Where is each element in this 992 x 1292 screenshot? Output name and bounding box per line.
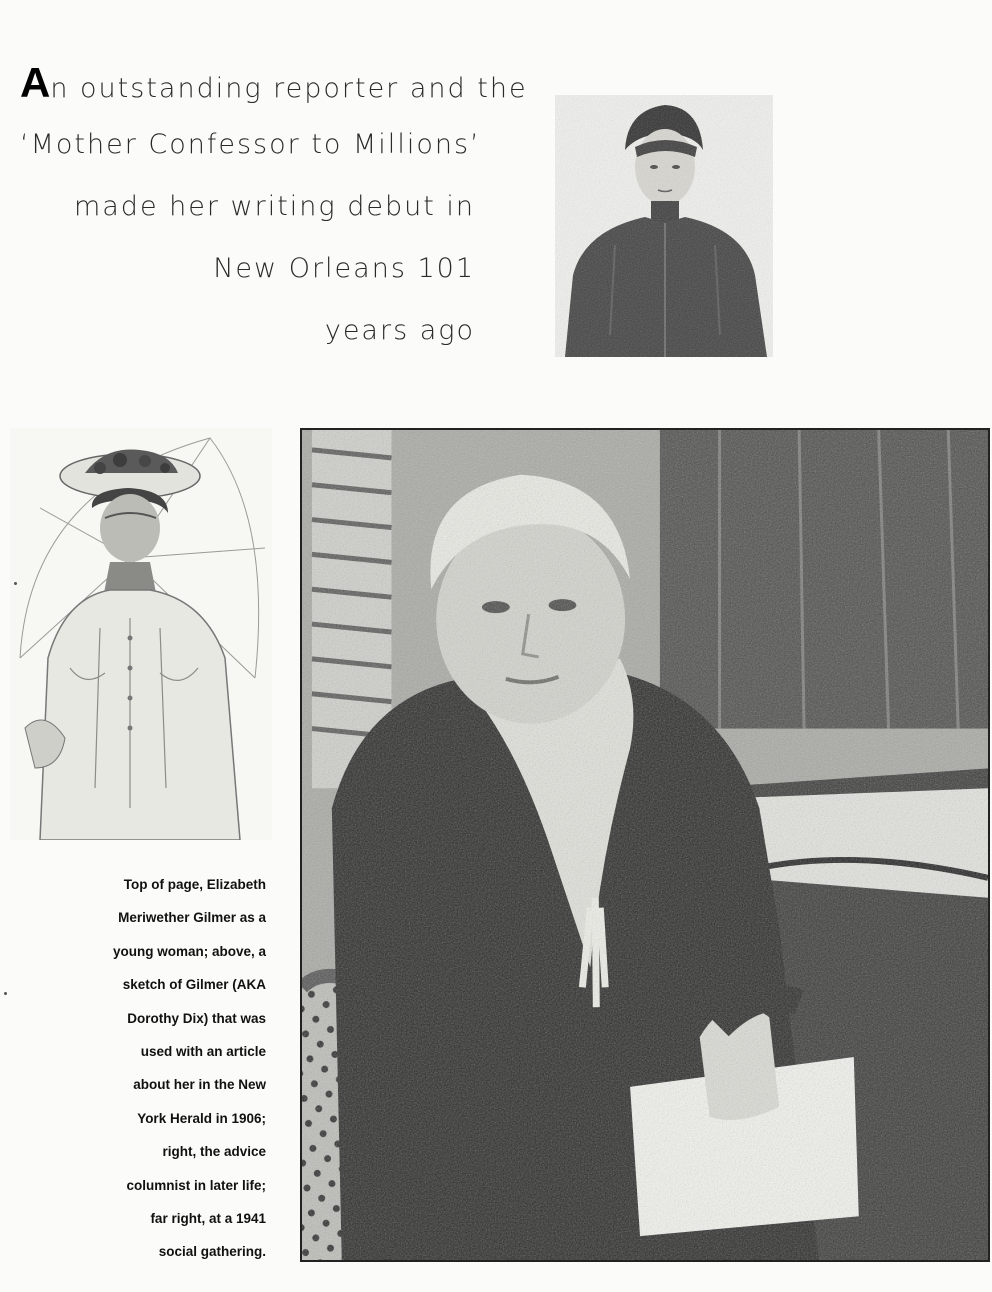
sketch-illustration	[10, 428, 272, 840]
caption-line: used with an article	[140, 1043, 266, 1059]
caption-line: columnist in later life;	[126, 1177, 266, 1193]
elderly-columnist-photo	[300, 428, 990, 1262]
headline	[20, 52, 528, 362]
headline-line-3: made her writing debut in	[73, 191, 475, 222]
headline-dropcap: A	[20, 59, 51, 106]
caption-line: far right, at a 1941	[150, 1210, 266, 1226]
headline-line-2: ‘Mother Confessor to Millions’	[20, 129, 481, 160]
caption-line: right, the advice	[162, 1144, 266, 1160]
portrait-illustration	[555, 95, 773, 357]
scan-speck	[4, 992, 7, 995]
caption-line: Meriwether Gilmer as a	[118, 910, 266, 926]
main-photo-illustration	[302, 430, 988, 1260]
photo-caption	[40, 868, 266, 1269]
woman-with-hat-sketch	[10, 428, 272, 840]
caption-line: social gathering.	[158, 1244, 266, 1260]
caption-line: sketch of Gilmer (AKA	[122, 977, 266, 993]
caption-line: Dorothy Dix) that was	[127, 1010, 266, 1026]
caption-line: Top of page, Elizabeth	[123, 877, 266, 892]
headline-line-5: years ago	[324, 315, 475, 346]
headline-line-4: New Orleans 101	[213, 253, 475, 284]
headline-line-1	[20, 52, 528, 114]
headline-text-1: n outstanding reporter and the	[50, 73, 528, 104]
caption-line: young woman; above, a	[112, 943, 266, 959]
scan-speck	[14, 582, 17, 585]
caption-line: York Herald in 1906;	[137, 1110, 266, 1126]
caption-line: about her in the New	[133, 1077, 266, 1093]
young-woman-portrait-photo	[555, 95, 773, 357]
